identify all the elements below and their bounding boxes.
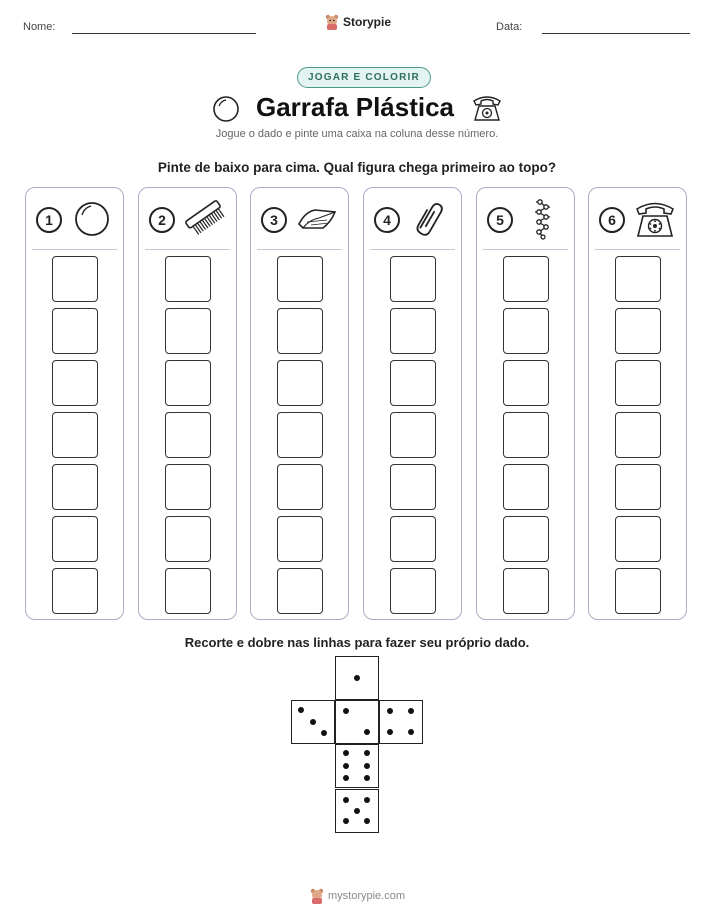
color-box[interactable] [503,360,549,406]
dice-instruction: Recorte e dobre nas linhas para fazer seu próprio dado. [184,635,530,650]
color-box[interactable] [277,256,323,302]
column-divider [370,249,455,250]
column-1 [25,187,124,620]
column-divider [32,249,117,250]
color-box[interactable] [277,568,323,614]
napkin-icon [293,198,341,240]
pip [310,719,316,725]
pip [321,730,327,736]
color-box[interactable] [165,464,211,510]
color-box[interactable] [390,360,436,406]
color-box[interactable] [503,256,549,302]
color-box[interactable] [503,568,549,614]
bear-logo-icon [325,14,339,30]
pip [343,763,349,769]
color-box[interactable] [165,516,211,562]
column-number: 5 [487,207,513,233]
color-box[interactable] [52,516,98,562]
pip [387,729,393,735]
dice-face-4 [379,700,423,744]
instruction-text: Pinte de baixo para cima. Qual figura chega primeiro ao topo? [157,160,557,175]
pip [343,750,349,756]
column-5 [476,187,575,620]
brand-logo [325,14,391,30]
subtitle: Jogue o dado e pinte uma caixa na coluna desse número. [215,128,499,140]
pip [408,729,414,735]
pip [354,675,360,681]
color-box[interactable] [165,308,211,354]
color-box[interactable] [52,412,98,458]
color-box[interactable] [390,568,436,614]
column-6 [588,187,687,620]
pip [343,775,349,781]
color-box[interactable] [615,568,661,614]
dice-face-1 [335,656,379,700]
color-box[interactable] [277,308,323,354]
bear-logo-icon [310,888,324,904]
color-box[interactable] [52,568,98,614]
paperclip-icon [406,198,454,240]
date-line[interactable] [542,33,690,34]
pip [343,797,349,803]
color-box[interactable] [165,360,211,406]
color-box[interactable] [165,412,211,458]
color-box[interactable] [277,516,323,562]
color-box[interactable] [52,464,98,510]
color-box[interactable] [277,412,323,458]
color-box[interactable] [503,412,549,458]
column-divider [145,249,230,250]
pip [364,775,370,781]
dice-face-2 [335,700,379,744]
date-label: Data: [496,21,523,33]
category-badge: JOGAR E COLORIR [297,67,431,88]
color-box[interactable] [390,308,436,354]
pip [298,707,304,713]
column-2 [138,187,237,620]
comb-icon [181,198,229,240]
column-number: 3 [261,207,287,233]
color-box[interactable] [390,256,436,302]
color-box[interactable] [615,464,661,510]
color-box[interactable] [615,360,661,406]
name-line[interactable] [72,33,256,34]
pip [364,750,370,756]
pip [364,763,370,769]
color-box[interactable] [615,308,661,354]
page-title: Garrafa Plástica [256,92,455,122]
color-box[interactable] [165,256,211,302]
color-box[interactable] [503,308,549,354]
bubble-icon [211,94,241,124]
color-box[interactable] [165,568,211,614]
color-box[interactable] [390,412,436,458]
telephone-icon [470,92,504,124]
color-box[interactable] [390,464,436,510]
telephone-icon [631,198,679,240]
column-number: 1 [36,207,62,233]
pip [364,729,370,735]
pip [343,708,349,714]
dice-face-6 [335,744,379,788]
brand-name: Storypie [343,15,392,29]
dice-face-3 [291,700,335,744]
column-number: 4 [374,207,400,233]
color-box[interactable] [52,360,98,406]
name-label: Nome: [23,21,56,33]
pip [364,818,370,824]
color-box[interactable] [615,516,661,562]
column-divider [483,249,568,250]
footer [310,888,405,904]
color-box[interactable] [615,256,661,302]
color-box[interactable] [277,360,323,406]
color-box[interactable] [52,256,98,302]
footer-url[interactable]: mystorypie.com [328,890,406,902]
molecule-icon [519,198,567,240]
color-box[interactable] [390,516,436,562]
pip [387,708,393,714]
pip [408,708,414,714]
column-divider [595,249,680,250]
column-4 [363,187,462,620]
column-number: 2 [149,207,175,233]
bubble-icon [68,198,116,240]
color-box[interactable] [615,412,661,458]
column-number: 6 [599,207,625,233]
color-box[interactable] [503,464,549,510]
pip [364,797,370,803]
column-divider [257,249,342,250]
dice-face-5 [335,789,379,833]
column-3 [250,187,349,620]
pip [343,818,349,824]
color-box[interactable] [277,464,323,510]
pip [354,808,360,814]
color-box[interactable] [52,308,98,354]
color-box[interactable] [503,516,549,562]
